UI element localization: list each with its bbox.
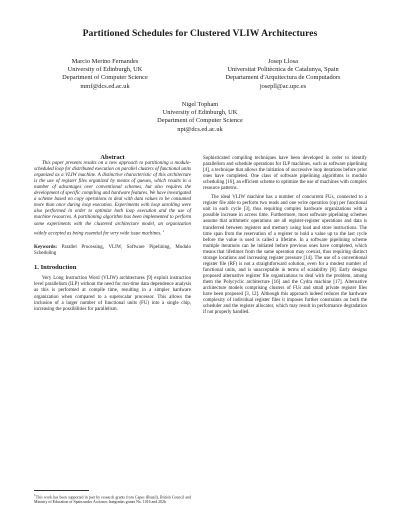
footnote — [34, 493, 191, 505]
author-block-3 — [120, 101, 280, 134]
author-affiliation: University of Edinburgh, UK — [67, 66, 143, 74]
footnote-divider — [34, 490, 89, 491]
left-column — [34, 155, 191, 313]
abstract-text: This paper presents results on a new approach to partitioning a modulo-scheduled loop for distributed execution on parallel clusters of functional units organized as a VLIW machine. A distinctive characteristic of this architecture is the use of register files organized by means of queues, which results in a number of advantages over conventional schemes, but also requires the development of specific compiling and hardware features. We have investigated a scheme based on copy operations to deal with data values to be consumed more than once during loop execution. Experiments with loop unrolling were also performed in order to optimize both loop execution and the use of machine resources. A partitioning algorithm has been implemented to perform some experiments with the clustered architecture model, an organization widely accepted as being essential for very wide issue machines. $^1$ — [34, 161, 191, 237]
author-department: Department of Computer Science — [157, 117, 243, 125]
author-name: Marcio Merino Fernandes — [71, 58, 139, 65]
author-department: Department of Computer Science — [62, 74, 148, 82]
author-name: Nigel Topham — [181, 101, 219, 108]
author-block-2 — [198, 58, 368, 91]
author-email: josepll@ac.upc.es — [259, 82, 307, 90]
body-paragraph: The ideal VLIW machine has a number of concurrent FUs, connected to a register file able to perform two reads and one write operation (op) per functional unit in each cycle [3], thus requiring complex hardware organizations with a possible increase in access time. Furthermore, most software pipelining schemes assume that arithmetic operations are all register-register operations and data is transferred between registers and memory using load and store instructions. The time span from the reservation of a register to hold a value up to the last cycle before the value is used is called a lifetime. In a software pipelining scheme multiple iterations can be initiated before previous ones have completed, which means that lifetimes from the same operation may coexist, thus requiring distinct storage locations and increasing register pressure [14]. The use of a conventional register file (RF) is not a straightforward solution, even for a modest number of functional units, and is unacceptable in terms of scalability [8]. Early designs proposed alternative register file organizations to deal with the problem, among them the Polycyclic architecture [16] and the Cydra machine [17]. Alternative architecture models comprising clusters of FUs and small private register files have been proposed [3, 12]. Although this approach indeed reduces the hardware complexity of individual register files it imposes further constraints on both the scheduler and the register allocator, which may result in performance degradation if not properly handled. — [203, 195, 367, 316]
paper-title: Partitioned Schedules for Clustered VLIW Architectures — [82, 28, 318, 39]
author-department: Departament d'Arquitectura de Computadors — [225, 74, 341, 82]
keywords — [34, 245, 191, 257]
author-email: npt@dcs.ed.ac.uk — [177, 125, 223, 133]
right-column — [203, 156, 367, 316]
author-affiliation: University of Edinburgh, UK — [162, 109, 238, 117]
section-heading: 1. Introduction — [34, 264, 77, 272]
intro-paragraph: Very Long Instruction Word (VLIW) architectures [9] exploit instruction level parallelism (ILP) without the need for run-time data dependence analysis as this is performed at compile time, resulting in a simpler hardware organization when compared to a superscalar processor. This allows the inclusion of a larger number of functional units (FU) into a single chip, increasing the possibilities for parallelism. — [34, 276, 191, 312]
footnote-text: This work has been supported in part by research grants from Capes (Brazil), British Council and Ministry of Education of Spain under Acciones Integradas grants No. 1016 and 202b — [34, 495, 191, 504]
keywords-label: Keywords: — [34, 245, 58, 251]
author-email: mmf@dcs.ed.ac.uk — [80, 82, 130, 90]
author-affiliation: Universitat Politècnica de Catalunya, Spain — [227, 66, 339, 74]
body-paragraph: Sophisticated compiling techniques have been developed in order to identify parallelism and schedule operations for ILP machines, such as software pipelining [4], a technique that allows the initiation of successive loop iterations before prior ones have completed. One class of software pipelining algorithms is modulo scheduling [16], an efficient scheme to optimize the use of machines with complex resource patterns. — [203, 156, 367, 192]
author-name: Josep Llosa — [268, 58, 298, 65]
keywords-text: Parallel Processing, VLIW, Software Pipelining, Modulo Scheduling — [34, 245, 191, 257]
footnote-mark: 1 — [34, 493, 36, 497]
abstract-heading: Abstract — [100, 154, 125, 161]
author-block-1 — [40, 58, 170, 91]
footnote-marker: 1 — [162, 228, 165, 233]
